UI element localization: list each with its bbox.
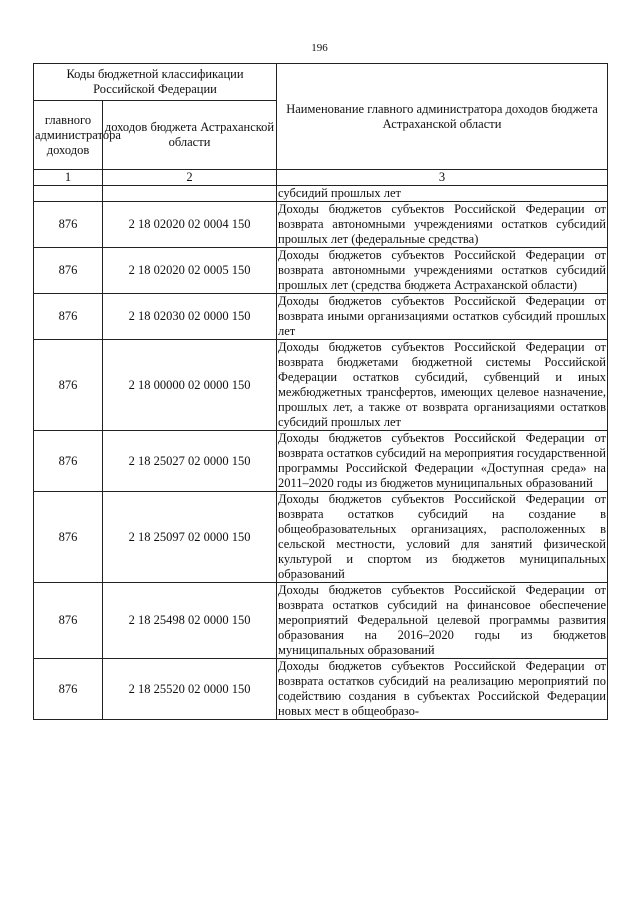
admin-code-cell: 876 — [34, 202, 103, 248]
table-row — [34, 340, 608, 431]
table-row — [34, 248, 608, 294]
budget-code-cell: 2 18 25520 02 0000 150 — [103, 659, 277, 720]
budget-code-cell: 2 18 25498 02 0000 150 — [103, 583, 277, 659]
budget-code-cell: 2 18 00000 02 0000 150 — [103, 340, 277, 431]
table-row — [34, 431, 608, 492]
header-revenue-code: доходов бюджета Астраханской области — [103, 101, 277, 170]
revenue-name-cell: Доходы бюджетов субъектов Российской Федерации от возврата иными организациями остатков субсидий прошлых лет — [278, 294, 606, 338]
budget-code-cell: 2 18 02030 02 0000 150 — [103, 294, 277, 340]
admin-code-cell — [34, 186, 103, 202]
admin-code-cell: 876 — [34, 431, 103, 492]
revenue-name-cell: Доходы бюджетов субъектов Российской Федерации от возврата автономными учреждениями остатков субсидий прошлых лет (средства бюджета Астраханской области) — [278, 248, 606, 292]
budget-code-cell — [103, 186, 277, 202]
page-number: 196 — [311, 42, 328, 54]
revenue-name-cell: субсидий прошлых лет — [277, 186, 608, 202]
budget-code-cell: 2 18 25097 02 0000 150 — [103, 492, 277, 583]
table-row — [34, 659, 608, 720]
admin-code-cell: 876 — [34, 248, 103, 294]
budget-code-cell: 2 18 02020 02 0004 150 — [103, 202, 277, 248]
header-admin-name: Наименование главного администратора доходов бюджета Астраханской области — [277, 64, 608, 170]
column-number-1: 1 — [34, 170, 103, 186]
table-row — [34, 294, 608, 340]
continuation-row — [34, 186, 608, 202]
revenue-name-cell: Доходы бюджетов субъектов Российской Федерации от возврата остатков субсидий на мероприятия государственной программы Российской Федерации «Доступная среда» на 2011–2020 годы из бюджетов муниципальных образований — [278, 431, 606, 490]
table-row — [34, 202, 608, 248]
header-classification-codes: Коды бюджетной классификации Российской Федерации — [34, 64, 277, 101]
revenue-name-cell: Доходы бюджетов субъектов Российской Федерации от возврата остатков субсидий на реализацию мероприятий по содействию создания в субъектах Российской Федерации новых мест в общеобразо- — [278, 659, 606, 718]
table-row — [34, 492, 608, 583]
admin-code-cell: 876 — [34, 659, 103, 720]
revenue-name-cell: Доходы бюджетов субъектов Российской Федерации от возврата остатков субсидий на создание в общеобразовательных организациях, расположенных в сельской местности, условий для занятий физической культурой и спортом из бюджетов муниципальных образований — [278, 492, 606, 581]
column-number-3: 3 — [277, 170, 608, 186]
budget-code-cell: 2 18 02020 02 0005 150 — [103, 248, 277, 294]
budget-code-cell: 2 18 25027 02 0000 150 — [103, 431, 277, 492]
revenue-name-cell: Доходы бюджетов субъектов Российской Федерации от возврата остатков субсидий на финансовое обеспечение мероприятий Федеральной целевой программы развития образования на 2016–2020 годы из бюджетов муниципальных образований — [278, 583, 606, 657]
admin-code-cell: 876 — [34, 583, 103, 659]
admin-code-cell: 876 — [34, 340, 103, 431]
admin-code-cell: 876 — [34, 294, 103, 340]
column-number-2: 2 — [103, 170, 277, 186]
revenue-name-cell: Доходы бюджетов субъектов Российской Федерации от возврата автономными учреждениями остатков субсидий прошлых лет (федеральные средства) — [278, 202, 606, 246]
admin-code-cell: 876 — [34, 492, 103, 583]
header-main-admin: главного администратора доходов — [34, 101, 103, 170]
budget-classification-table — [33, 63, 608, 720]
table-row — [34, 583, 608, 659]
revenue-name-cell: Доходы бюджетов субъектов Российской Федерации от возврата бюджетами бюджетной системы Российской Федерации остатков субсидий, субвенций и иных межбюджетных трансфертов, имеющих целевое назначение, прошлых лет, а также от возврата организациями остатков субсидий прошлых лет — [278, 340, 606, 429]
